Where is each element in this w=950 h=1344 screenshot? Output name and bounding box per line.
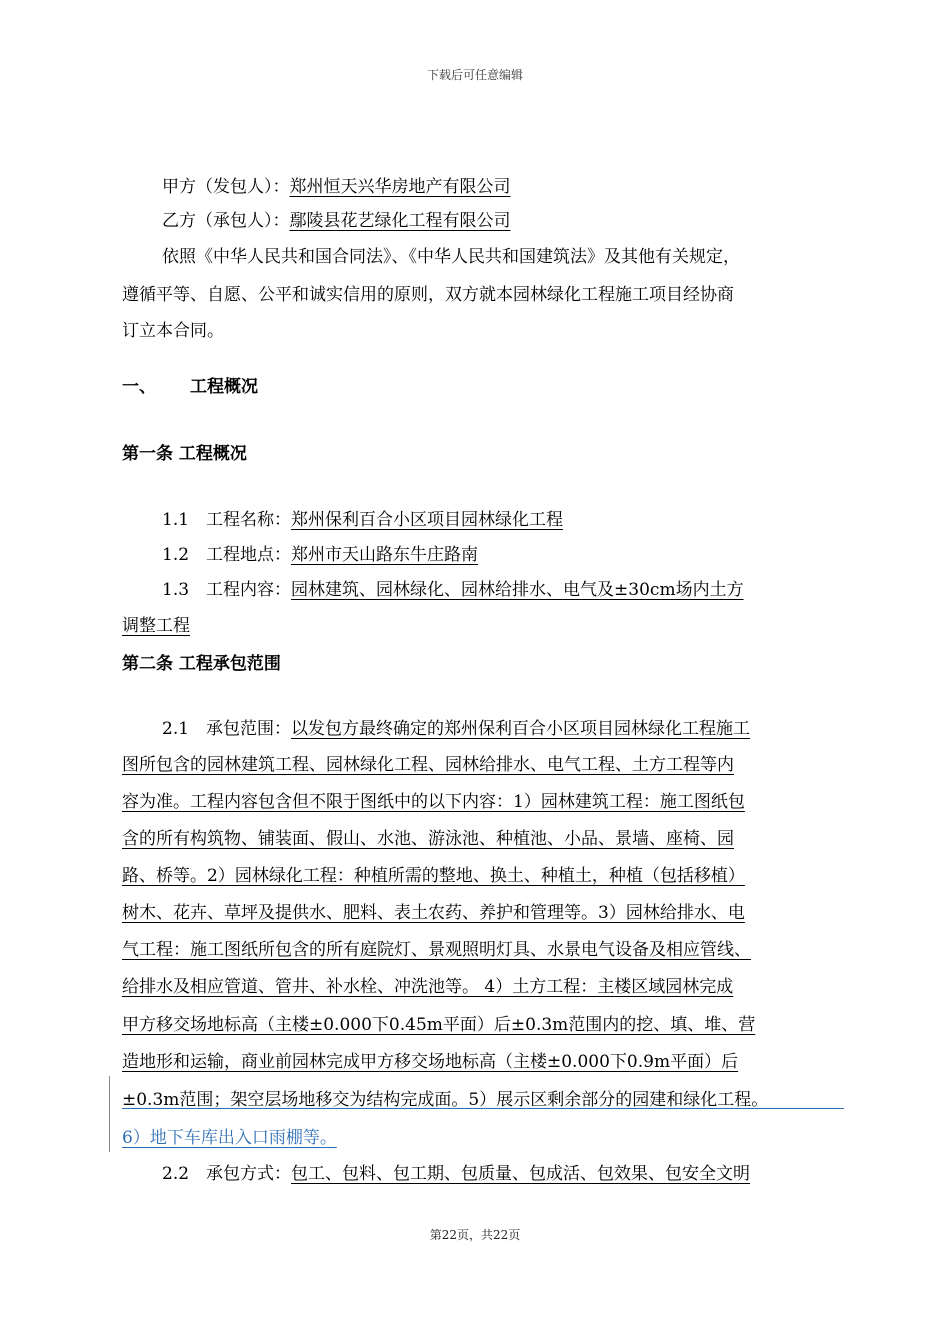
item-2-1-label: 2.1 承包范围： (162, 719, 292, 739)
item-2-1-revised-line: 6）地下车库出入口雨棚等。 (122, 1128, 337, 1148)
item-2-1 (162, 717, 750, 741)
article-2-title: 第二条 工程承包范围 (122, 654, 281, 674)
party-a-line (162, 175, 511, 199)
item-2-1-line: 树木、花卉、草坪及提供水、肥料、表土农药、养护和管理等。3）园林给排水、电 (122, 903, 745, 923)
item-2-2-label: 2.2 承包方式： (162, 1164, 292, 1184)
item-1-3 (162, 578, 744, 602)
party-b-label: 乙方（承包人）： (162, 211, 290, 231)
item-2-1-line: 含的所有构筑物、铺装面、假山、水池、游泳池、种植池、小品、景墙、座椅、园 (122, 829, 734, 849)
item-2-1-line: 气工程：施工图纸所包含的所有庭院灯、景观照明灯具、水景电气设备及相应管线、 (122, 940, 751, 960)
party-b-line (162, 209, 511, 233)
page-footer: 第22页，共22页 (429, 1228, 521, 1242)
item-2-1-line: 甲方移交场地标高（主楼±0.000下0.45m平面）后±0.3m范围内的挖、填、堆、营 (122, 1015, 756, 1035)
item-2-2 (162, 1162, 750, 1186)
item-1-1-label: 1.1 工程名称： (162, 510, 292, 530)
item-1-3-continued: 调整工程 (122, 616, 190, 636)
item-1-2-value: 郑州市天山路东牛庄路南 (291, 545, 479, 565)
item-2-1-line: ±0.3m范围；架空层场地移交为结构完成面。5）展示区剩余部分的园建和绿化工程。 (122, 1090, 769, 1110)
section-1-number: 一、 (122, 377, 156, 397)
item-2-1-line: 造地形和运输，商业前园林完成甲方移交场地标高（主楼±0.000下0.9m平面）后 (122, 1052, 739, 1072)
intro-line-3: 订立本合同。 (122, 321, 224, 341)
section-1-title: 工程概况 (190, 377, 258, 397)
intro-line-1: 依照《中华人民共和国合同法》、《中华人民共和国建筑法》及其他有关规定， (162, 247, 740, 267)
revision-change-bar (109, 1076, 110, 1152)
item-2-1-line: 给排水及相应管道、管井、补水栓、冲洗池等。 4）土方工程：主楼区域园林完成 (122, 977, 734, 997)
item-2-1-line: 路、桥等。2）园林绿化工程：种植所需的整地、换土、种植土，种植（包括移植） (122, 866, 745, 886)
item-1-2 (162, 543, 478, 567)
intro-line-2: 遵循平等、自愿、公平和诚实信用的原则，双方就本园林绿化工程施工项目经协商 (122, 285, 734, 305)
item-2-1-first: 以发包方最终确定的郑州保利百合小区项目园林绿化工程施工 (291, 719, 751, 739)
party-a-value: 郑州恒天兴华房地产有限公司 (289, 177, 511, 197)
item-1-2-label: 1.2 工程地点： (162, 545, 292, 565)
item-2-1-line: 图所包含的园林建筑工程、园林绿化工程、园林给排水、电气工程、土方工程等内 (122, 755, 734, 775)
item-1-3-label: 1.3 工程内容： (162, 580, 292, 600)
item-2-1-line: 容为准。工程内容包含但不限于图纸中的以下内容：1）园林建筑工程：施工图纸包 (122, 792, 745, 812)
item-2-2-value: 包工、包料、包工期、包质量、包成活、包效果、包安全文明 (291, 1164, 751, 1184)
item-1-3-value: 园林建筑、园林绿化、园林给排水、电气及±30cm场内土方 (291, 580, 744, 600)
page-header: 下载后可任意编辑 (426, 68, 523, 82)
article-1-title: 第一条 工程概况 (122, 444, 247, 464)
revision-underline (122, 1108, 844, 1109)
item-1-1-value: 郑州保利百合小区项目园林绿化工程 (291, 510, 564, 530)
party-b-value: 鄢陵县花艺绿化工程有限公司 (289, 211, 511, 231)
party-a-label: 甲方（发包人）： (162, 177, 290, 197)
item-1-1 (162, 508, 563, 532)
